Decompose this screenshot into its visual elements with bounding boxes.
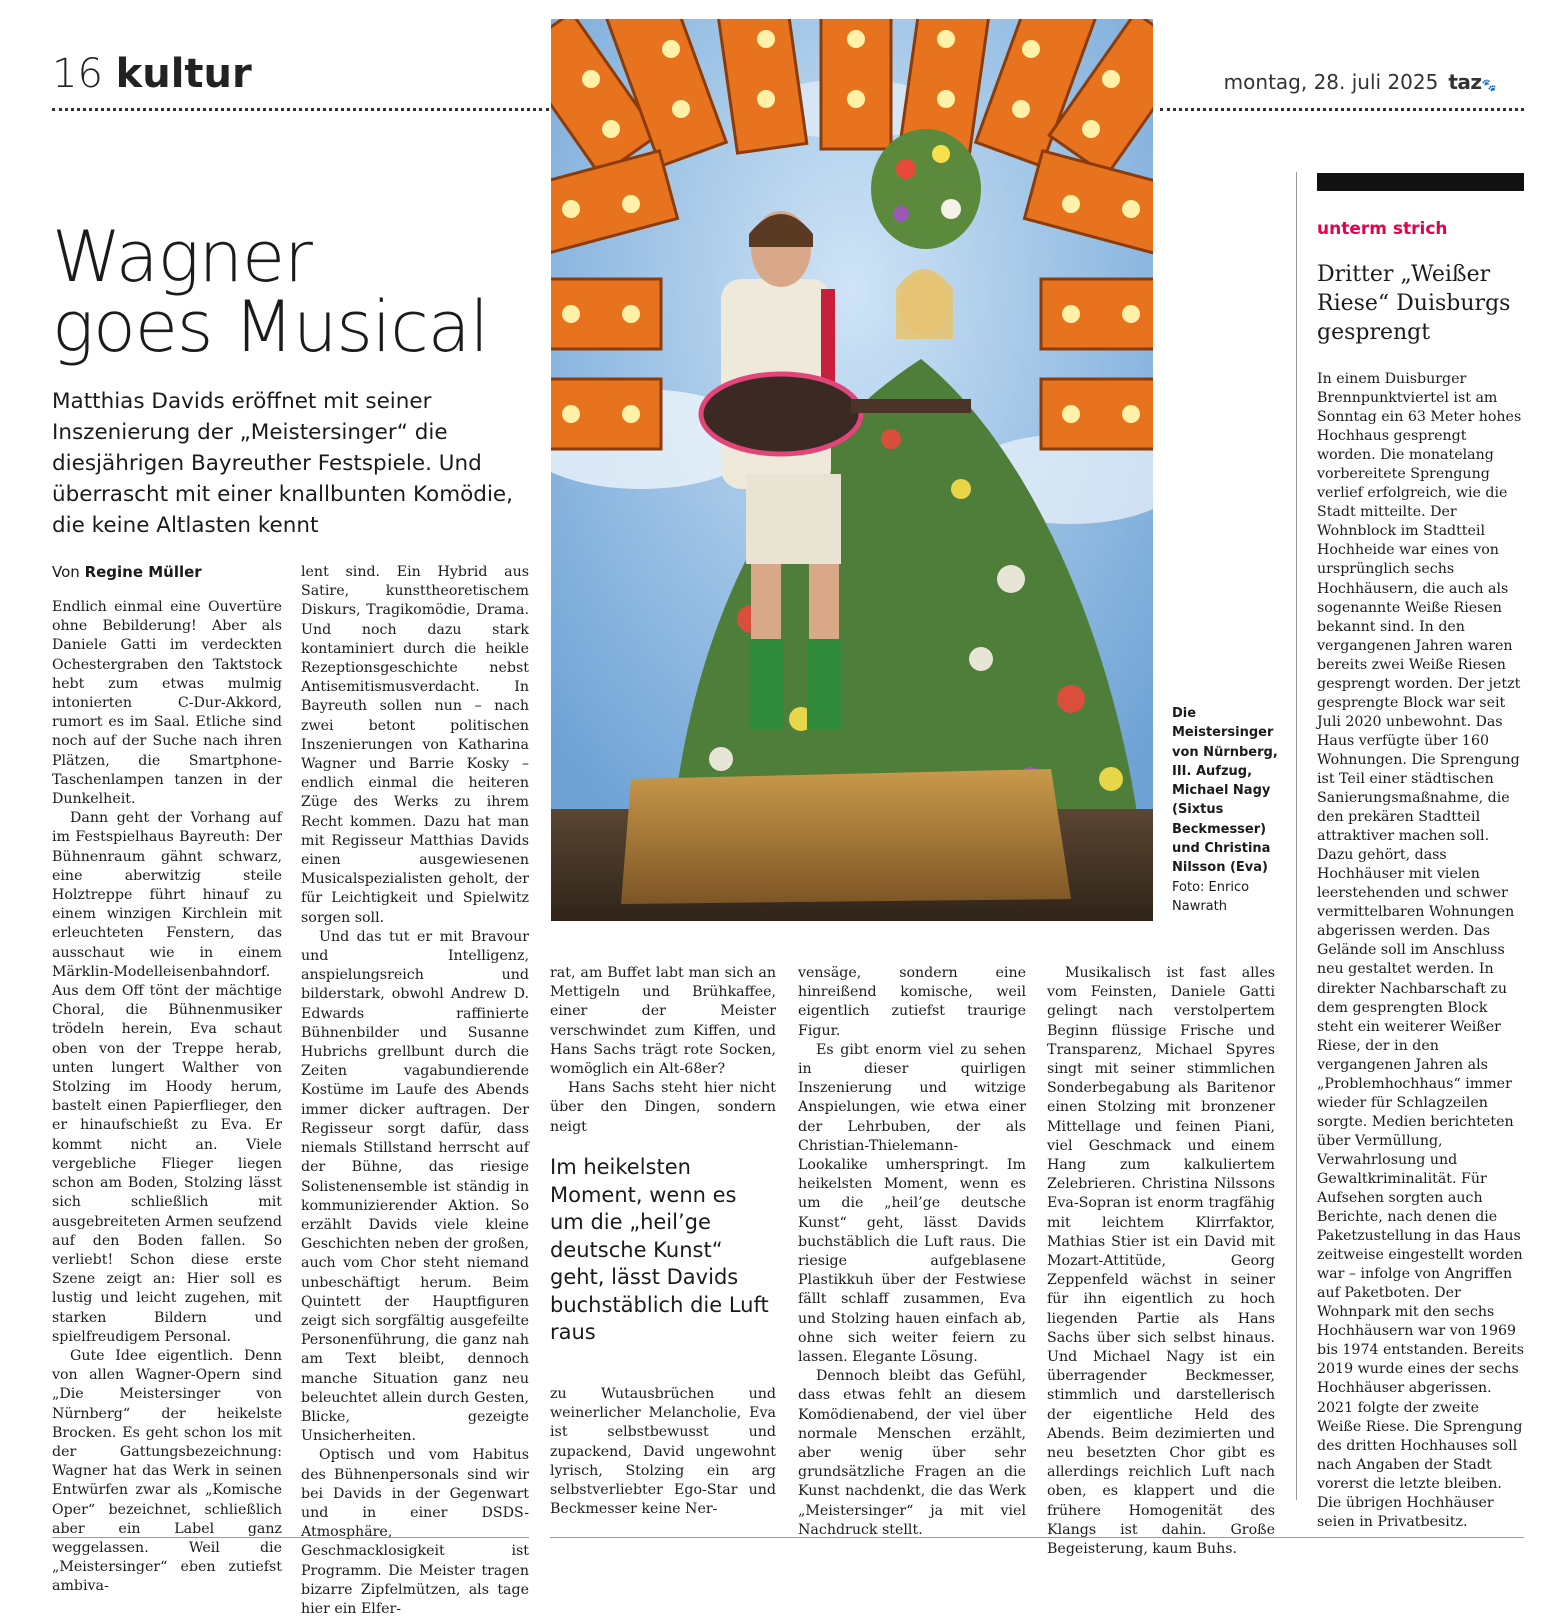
paragraph: rat, am Buffet labt man sich an Mettigeln und Brühkaffee, einer der Meister verschwindet zum Kiffen, und Hans Sachs trägt rote Socken, womöglich ein Alt-68er? (550, 965, 776, 1078)
paragraph: zu Wutausbrüchen und weinerlicher Melancholie, Eva ist selbstbewusst und zupackend, David ungewohnt lyrisch, Stolzing ein arg selbstverliebter Ego-Star und Beckmesser keine Ner- (550, 1386, 776, 1518)
article-column-5 (1047, 964, 1275, 1559)
paragraph: Dennoch bleibt das Gefühl, dass etwas fehlt an diesem Komödienabend, der viel über normale Menschen erzählt, aber wenig über sehr grundsätzliche Fragen an die Kunst nachdenkt, die das Werk „Meistersinger“ ja mit viel Nachdruck stellt. (798, 1368, 1026, 1538)
page-number (52, 50, 252, 98)
paw-icon: 🐾 (1481, 78, 1496, 92)
paragraph: Gute Idee eigentlich. Denn von allen Wagner-Opern sind „Die Meistersinger von Nürnberg“ der heikelste Brocken. Es geht schon los mit der Gattungsbezeichnung: Wagner hat das Werk in seinen Entwürfen zwar als „Komische Oper“ bezeichnet, schließlich aber ein Label ganz weggelassen. Weil die „Meistersinger“ eben zutiefst ambiva- (52, 1347, 282, 1595)
byline (52, 562, 202, 582)
header-dotted-rule-right (1160, 108, 1524, 111)
headline-line-1: Wagner (52, 216, 312, 298)
footer-rule-right (550, 1537, 1524, 1538)
paragraph: Hans Sachs steht hier nicht über den Dingen, sondern neigt (550, 1080, 776, 1135)
paragraph: Es gibt enorm viel zu sehen in dieser quirligen Inszenierung und witzige Anspielungen, wie etwa einer der Lehrbuben, der als Christian-Thielemann-Lookalike umherspringt. Im heikelsten Moment, wenn es um die „heil’ge deutsche Kunst“ geht, lässt Davids buchstäblich die Luft raus. Die riesige aufgeblasene Plastikkuh über der Festwiese fällt schlaff zusammen, Eva und Stolzing hauen einfach ab, ohne sich weiter feiern zu lassen. Elegante Lösung. (798, 1041, 1026, 1366)
article-column-1 (52, 598, 282, 1597)
taz-logo-text: taz (1448, 70, 1482, 94)
issue-date: montag, 28. juli 2025 (1223, 70, 1439, 94)
pull-quote: Im heikelsten Moment, wenn es um die „heil’ge deutsche Kunst“ geht, lässt Davids buchstäblich die Luft raus (550, 1155, 769, 1344)
article-column-4 (798, 964, 1026, 1540)
paragraph: Und das tut er mit Bravour und Intelligenz, anspielungsreich und bilderstark, obwohl Andrew D. Edwards raffinierte Bühnenbilder und Susanne Hubrichs grellbunt durch die Zeiten vagabundierende Kostüme im Laufe des Abends immer dicker auftragen. Der Regisseur sorgt dafür, dass niemals Stillstand herrscht auf der Bühne, das riesige Solistenensemble ist ständig in kommunizierender Aktion. So erzählt Davids viele kleine Geschichten neben der großen, auch vom Chor steht niemand unbeschäftigt herum. Beim Quintett der Hauptfiguren zeigt sich sorgfältig ausgefeilte Personenführung, die ganz nah am Text bleibt, dennoch manche Situation ganz neu beleuchtet allein durch Gesten, Blicke, gezeigte Unsicherheiten. (301, 928, 529, 1445)
hero-photo (551, 19, 1153, 921)
article-column-2 (301, 563, 529, 1619)
header-dotted-rule-left (52, 108, 549, 111)
taz-logo (1448, 70, 1496, 94)
paragraph: Endlich einmal eine Ouvertüre ohne Bebilderung! Aber als Daniele Gatti im verdeckten Ochestergraben den Taktstock hebt zum etwas mulmig intonierten C-Dur-Akkord, rumort es im Saal. Etliche sind noch auf der Suche nach ihren Plätzen, die Smartphone-Taschenlampen tanzen in der Dunkelheit. (52, 599, 282, 808)
section-name: kultur (115, 51, 252, 97)
article-column-3-top (550, 964, 776, 1137)
caption-text: Die Meistersinger von Nürnberg, III. Aufzug, Michael Nagy (Sixtus Beckmesser) und Christina Nilsson (Eva) (1172, 706, 1278, 876)
article-headline (52, 216, 532, 368)
sidebar-kicker: unterm strich (1317, 219, 1448, 239)
article-subhead: Matthias Davids eröffnet mit seiner Inszenierung der „Meistersinger“ die diesjährigen Bayreuther Festspiele. Und überrascht mit einer knallbunten Komödie, die keine Altlasten kennt (52, 389, 513, 538)
sidebar-black-bar (1317, 173, 1524, 191)
byline-prefix: Von (52, 563, 80, 581)
paragraph: Musikalisch ist fast alles vom Feinsten, Daniele Gatti gelingt nach verstolpertem Beginn flüssige Frische und Transparenz, Michael Spyres singt mit seiner stimmlichen Sonderbegabung als Baritenor einen Stolzing mit bronzener Mittellage und feinen Piani, viel Geschmack und einem Hang zum kalkuliertem Zelebrieren. Christina Nilssons Eva-Sopran ist enorm tragfähig mit leichtem Klirrfaktor, Mathias Stier ist ein David mit Mozart-Attitüde, Georg Zeppenfeld wächst in seiner für ihn eigentlich zu hoch liegenden Partie als Hans Sachs über sich selbst hinaus. Und Michael Nagy ist ein überragender Beckmesser, stimmlich und darstellerisch der eigentliche Held des Abends. Beim dezimierten und neu besetzten Chor gibt es allerdings reichlich Luft nach oben, es klappert und die frühere Homogenität des Klangs ist dahin. Große Begeisterung, kaum Buhs. (1047, 965, 1275, 1558)
photo-caption (1172, 704, 1292, 916)
footer-rule-left (52, 1537, 529, 1538)
article-column-3-bottom (550, 1385, 776, 1519)
paragraph: Dann geht der Vorhang auf im Festspielhaus Bayreuth: Der Bühnenraum gähnt schwarz, eine aberwitzig steile Holztreppe führt hinauf zu einem winzigen Kirchlein mit erleuchteten Fenstern, das ausschaut wie in einem Märklin-Modelleisenbahndorf. Aus dem Off tönt der mächtige Choral, die Bühnenmusiker trödeln herein, Eva schaut oben von der Treppe herab, unten lungert Walther von Stolzing im Hoody herum, bastelt einen Papierflieger, den er hinaufschießt zu Eva. Er kommt nicht an. Viele vergebliche Flieger liegen schon am Boden, Stolzing lässt sich schließlich mit ausgebreiteten Armen seufzend auf den Boden fallen. So verliebt! Schon diese erste Szene zeigt an: Hier soll es lustig und leicht zugehen, mit starken Bildern und spielfreudigem Personal. (52, 810, 282, 1345)
headline-line-2: goes Musical (52, 286, 489, 368)
photo-credit: Foto: Enrico Nawrath (1172, 879, 1250, 914)
sidebar-headline: Dritter „Weißer Riese“ Duisburgs gesprengt (1317, 262, 1511, 345)
paragraph: Optisch und vom Habitus des Bühnenpersonals sind wir bei Davids in der Gegenwart und in einer DSDS-Atmosphäre, Geschmacklosigkeit ist Programm. Die Meister tragen bizarre Zipfelmützen, als tage hier ein Elfer- (301, 1447, 529, 1617)
stage-scene-illustration (551, 19, 1153, 921)
page-number-value: 16 (52, 51, 103, 97)
header-date-line (1224, 68, 1496, 99)
sidebar-body: In einem Duisburger Brennpunktviertel ist am Sonntag ein 63 Meter hohes Hochhaus gesprengt worden. Die monatelang vorbereitete Sprengung verlief erfolgreich, wie die Stadt mitteilte. Der Wohnblock im Stadtteil Hochheide war eines von ursprünglich sechs Hochhäusern, die auch als sogenannte Weiße Riesen bekannt sind. In den vergangenen Jahren waren bereits zwei Weiße Riesen gesprengt worden. Der jetzt gesprengte Block war seit Juli 2020 unbewohnt. Das Haus verfügte über 160 Wohnungen. Die Sprengung ist Teil einer städtischen Sanierungsmaßnahme, die den prekären Stadtteil attraktiver machen soll. Dazu gehört, dass Hochhäuser mit vielen leerstehenden und schwer vermittelbaren Wohnungen abgerissen werden. Das Gelände soll im Anschluss neu gestaltet werden. In direkter Nachbarschaft zu dem gesprengten Block steht ein weiterer Weißer Riese, der in den vergangenen Jahren als „Problemhochhaus“ immer wieder für Schlagzeilen sorgte. Medien berichteten über Vermüllung, Verwahrlosung und Gewaltkriminalität. Für Aufsehen sorgten auch Berichte, nach denen die Paketzustellung in das Haus zeitweise eingestellt worden war – infolge von Angriffen auf Paketboten. Der Wohnpark mit den sechs Hochhäusern war von 1969 bis 1974 entstanden. Bereits 2019 wurde eines der sechs Hochhäuser abgerissen. 2021 folgte der zweite Weiße Riese. Die Sprengung des dritten Hochhauses soll nach Angaben der Stadt vorerst die letzte bleiben. Die übrigen Hochhäuser seien in Privatbesitz. (1317, 371, 1524, 1530)
paragraph: vensäge, sondern eine hinreißend komische, weil eigentlich zutiefst traurige Figur. (798, 965, 1026, 1039)
byline-author: Regine Müller (84, 563, 202, 581)
paragraph: lent sind. Ein Hybrid aus Satire, kunsttheoretischem Diskurs, Tragikomödie, Drama. Und noch dazu stark kontaminiert durch die heikle Rezeptionsgeschichte nebst Antisemitismusverdacht. In Bayreuth sollen nun – nach zwei betont politischen Inszenierungen von Katharina Wagner und Barrie Kosky – endlich einmal die heiteren Züge des Werks zu ihrem Recht kommen. Dazu hat man mit Regisseur Matthias Davids einen ausgewiesenen Musicalspezialisten geholt, der für Leichtigkeit und Spielwitz sorgen soll. (301, 564, 529, 926)
sidebar-divider (1296, 172, 1297, 1500)
